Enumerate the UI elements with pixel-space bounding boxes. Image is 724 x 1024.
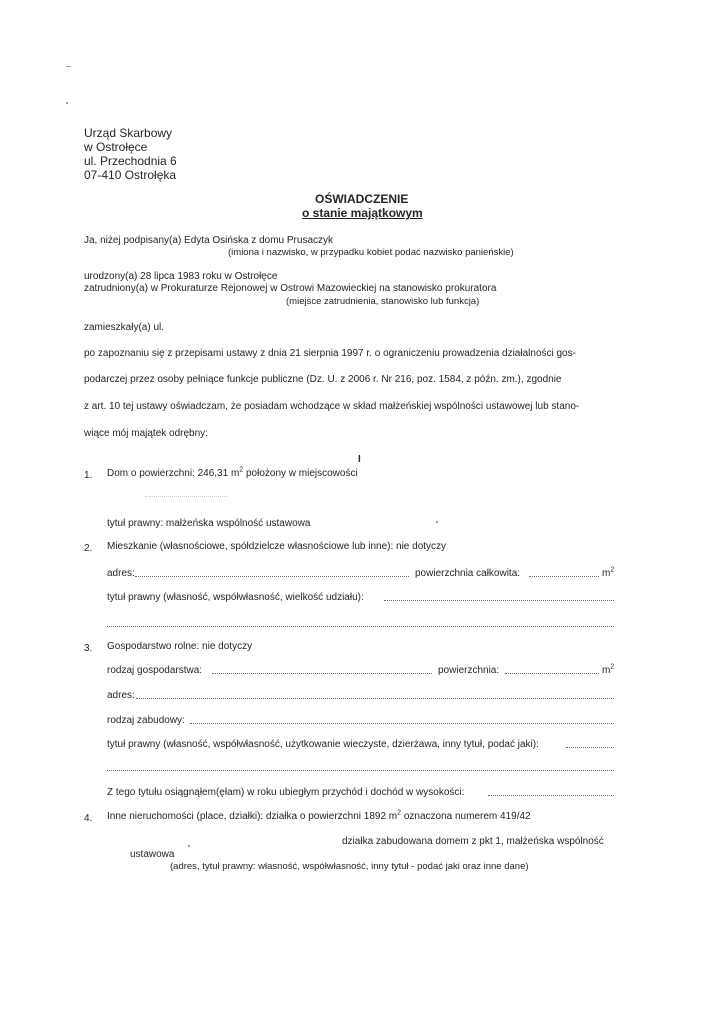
item-2-unit-text: m [602,568,611,579]
item-2-area-label: powierzchnia całkowita: [415,568,521,579]
item-3-extra-blank [107,770,614,771]
item-1-locality-blank [145,496,227,497]
item-1-text: Dom o powierzchni: 246,31 m [107,468,240,479]
item-4-text: Inne nieruchomości (place, działki): działka o powierzchni 1892 m [107,811,398,822]
item-3-income-blank [488,795,614,796]
item-4-sup: 2 [397,809,402,817]
scan-speck [188,845,190,847]
scan-speck [66,66,71,67]
preamble-line-4: wiące mój majątek odrębny: [84,428,208,439]
item-2-title-blank [384,600,614,601]
item-3-type-label: rodzaj gospodarstwa: [107,665,203,676]
section-numeral: I [358,454,361,465]
item-3-number: 3. [84,643,93,654]
scan-speck [436,521,438,523]
item-3-unit [602,665,614,677]
document-subtitle: o stanie majątkowym [302,206,423,220]
declarant-intro-note: (imiona i nazwisko, w przypadku kobiet podać nazwisko panieńskie) [228,247,514,258]
item-3-building-blank [190,723,614,724]
item-3-title-label: tytuł prawny (własność, współwłasność, użytkowanie wieczyste, dzierżawa, inny tytuł, podać jaki): [107,739,539,750]
item-3-title-blank [566,747,614,748]
declarant-intro: Ja, niżej podpisany(a) Edyta Osińska z domu Prusaczyk [84,235,333,246]
item-4-line-3: ustawowa [130,849,175,860]
item-1-sup: 2 [239,466,244,474]
declarant-employed: zatrudniony(a) w Prokuraturze Rejonowej w Ostrowi Mazowieckiej na stanowisko prokuratora [84,283,497,294]
preamble-line-2: podarczej przez osoby pełniące funkcje publiczne (Dz. U. z 2006 r. Nr 216, poz. 1584, z późn. zm.), zgodnie [84,374,562,385]
item-2-number: 2. [84,543,93,554]
item-3-income-label: Z tego tytułu osiągnąłem(ęłam) w roku ubiegłym przychód i dochód w wysokości: [107,787,465,798]
item-4-land [107,811,531,823]
item-3-address-blank [136,698,614,699]
scan-speck [66,102,68,104]
item-1-title: tytuł prawny: małżeńska wspólność ustawowa [107,518,311,529]
item-3-address-label: adres: [107,690,135,701]
item-3-area-label: powierzchnia: [438,665,500,676]
office-line-2: w Ostrołęce [84,140,148,154]
declarant-born: urodzony(a) 28 lipca 1983 roku w Ostrołęce [84,271,278,282]
preamble-line-1: po zapoznaniu się z przepisami ustawy z dnia 21 sierpnia 1997 r. o ograniczeniu prowadzenia działalności gos- [84,348,576,359]
item-2-extra-blank [107,626,614,627]
item-2-title-label: tytuł prawny (własność, współwłasność, wielkość udziału): [107,592,364,603]
office-line-4: 07-410 Ostrołęka [84,168,177,182]
item-3-unit-sup: 2 [610,663,615,671]
item-1-house [107,468,358,480]
office-line-1: Urząd Skarbowy [84,126,173,140]
item-4-note: (adres, tytuł prawny: własność, współwłasność, inny tytuł - podać jaki oraz inne dane) [170,861,529,872]
item-1-text-after: położony w miejscowości [243,468,358,479]
item-4-number: 4. [84,813,93,824]
declarant-employed-note: (miejsce zatrudnienia, stanowisko lub funkcja) [286,296,480,307]
item-3-building-label: rodzaj zabudowy: [107,715,185,726]
declarant-residence: zamieszkały(a) ul. [84,322,165,333]
item-2-address-blank [135,576,409,577]
item-3-unit-text: m [602,665,611,676]
document-title: OŚWIADCZENIE [315,192,409,206]
item-2-unit [602,568,614,580]
item-2-text: Mieszkanie (własnościowe, spółdzielcze własnościowe lub inne): nie dotyczy [107,541,447,552]
item-3-text: Gospodarstwo rolne: nie dotyczy [107,641,253,652]
office-line-3: ul. Przechodnia 6 [84,154,177,168]
item-2-area-blank [529,576,599,577]
item-3-area-blank [505,673,599,674]
item-4-line-2: działka zabudowana domem z pkt 1, małżeńska wspólność [342,836,604,847]
preamble-line-3: z art. 10 tej ustawy oświadczam, że posiadam wchodzące w skład małżeńskiej wspólności ustawowej lub stano- [84,401,580,412]
item-2-address-label: adres: [107,568,135,579]
item-2-unit-sup: 2 [610,566,615,574]
item-3-type-blank [212,673,432,674]
item-1-number: 1. [84,470,93,481]
item-4-text-after: oznaczona numerem 419/42 [401,811,531,822]
